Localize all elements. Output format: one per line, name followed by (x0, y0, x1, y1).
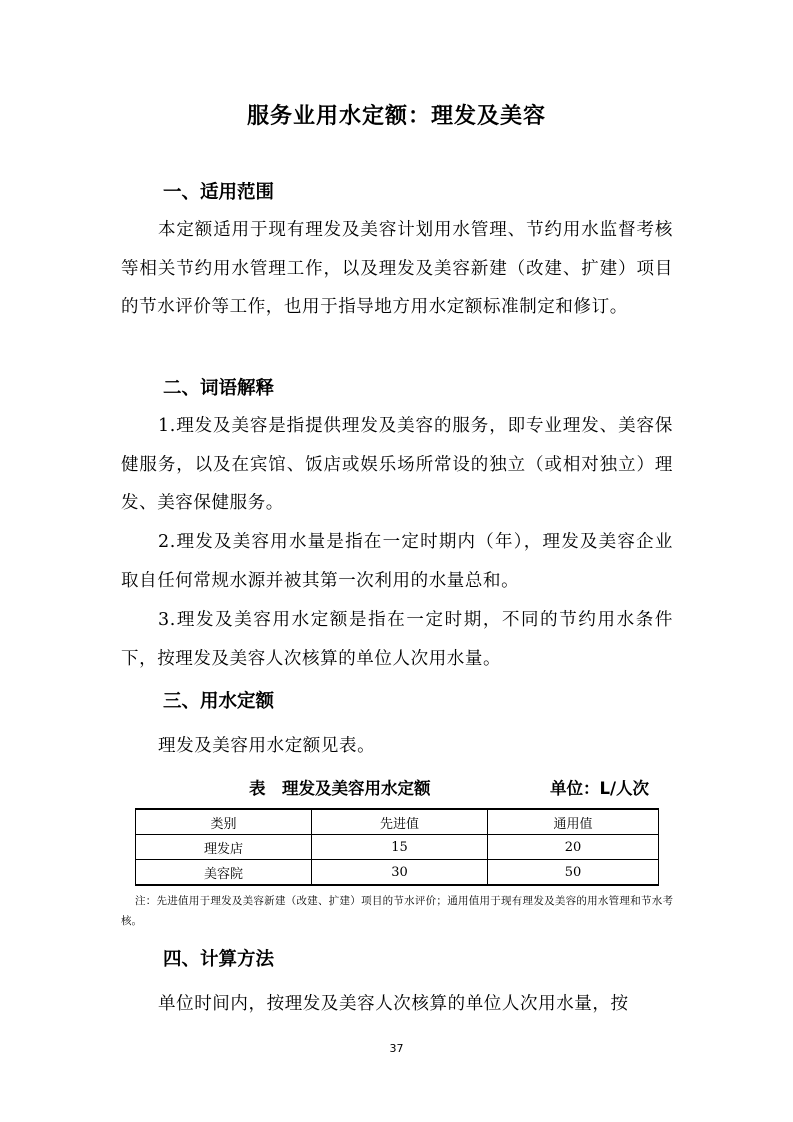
cell-advanced-value: 30 (312, 860, 488, 886)
header-general-value: 通用值 (488, 809, 659, 835)
cell-category: 理发店 (136, 835, 312, 860)
table-header-row (136, 809, 659, 835)
cell-general-value: 20 (488, 835, 659, 860)
table-unit: 单位：L/人次 (549, 779, 649, 798)
water-quota-table (135, 808, 659, 886)
method-paragraph: 单位时间内，按理发及美容人次核算的单位人次用水量，按 (158, 994, 629, 1014)
section-heading-method: 四、计算方法 (163, 949, 275, 970)
table-row (136, 835, 659, 860)
cell-category: 美容院 (136, 860, 312, 886)
cell-advanced-value: 15 (312, 835, 488, 860)
header-category: 类别 (136, 809, 312, 835)
table-note: 注：先进值用于理发及美容新建（改建、扩建）项目的节水评价；通用值用于现有理发及美容的用水管理和节水考核。 (121, 895, 673, 927)
section-heading-quota: 三、用水定额 (163, 691, 275, 712)
quota-intro-paragraph: 理发及美容用水定额见表。 (158, 736, 376, 756)
cell-general-value: 50 (488, 860, 659, 886)
term-definition-2: 2.理发及美容用水量是指在一定时期内（年），理发及美容企业取自任何常规水源并被其第一次利用的水量总和。 (121, 532, 673, 591)
section-heading-terms: 二、词语解释 (163, 378, 275, 399)
table-title: 表 理发及美容用水定额 (249, 779, 431, 798)
term-definition-1: 1.理发及美容是指提供理发及美容的服务，即专业理发、美容保健服务，以及在宾馆、饭店或娱乐场所常设的独立（或相对独立）理发、美容保健服务。 (121, 416, 673, 513)
table-caption (121, 775, 673, 799)
term-definition-3: 3.理发及美容用水定额是指在一定时期，不同的节约用水条件下，按理发及美容人次核算的单位人次用水量。 (121, 610, 673, 669)
page-title: 服务业用水定额：理发及美容 (246, 104, 546, 129)
scope-paragraph: 本定额适用于现有理发及美容计划用水管理、节约用水监督考核等相关节约用水管理工作，以及理发及美容新建（改建、扩建）项目的节水评价等工作，也用于指导地方用水定额标准制定和修订。 (121, 220, 673, 317)
page-number: 37 (389, 1042, 404, 1055)
header-advanced-value: 先进值 (312, 809, 488, 835)
section-heading-scope: 一、适用范围 (163, 182, 275, 203)
table-row (136, 860, 659, 886)
